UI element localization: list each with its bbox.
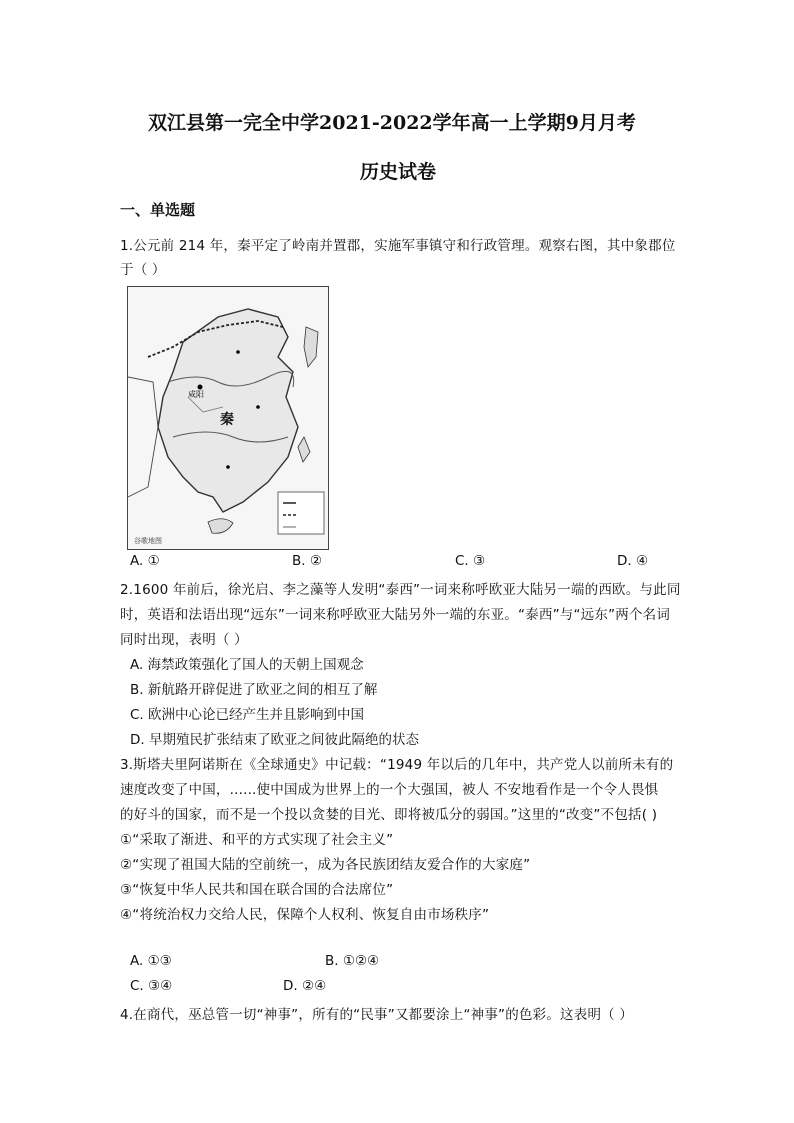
- q3-line-2: 速度改变了中国，......使中国成为世界上的一个大强国，被人 不安地看作是一个令人畏惧: [120, 782, 659, 798]
- q3-option-c[interactable]: C. ③④: [130, 978, 173, 994]
- q2-option-c[interactable]: C. 欧洲中心论已经产生并且影响到中国: [130, 707, 365, 723]
- map-label-xianyang: 咸阳: [188, 390, 204, 399]
- q3-option-a[interactable]: A. ①③: [130, 953, 172, 969]
- q3-item-1: ①“采取了渐进、和平的方式实现了社会主义”: [120, 832, 394, 848]
- map-label-qin: 秦: [220, 412, 234, 428]
- q3-line-1: 3.斯塔夫里阿诺斯在《全球通史》中记载：“1949 年以后的几年中，共产党人以前所未有的: [120, 757, 674, 773]
- q1-option-b[interactable]: B. ②: [292, 553, 322, 569]
- q1-line-1: 1.公元前 214 年，秦平定了岭南并置郡，实施军事镇守和行政管理。观察右图，其中象郡位: [120, 238, 676, 254]
- q3-item-2: ②“实现了祖国大陆的空前统一，成为各民族团结友爱合作的大家庭”: [120, 857, 531, 873]
- q1-line-2: 于（ ）: [120, 262, 166, 278]
- q1-option-c[interactable]: C. ③: [455, 553, 486, 569]
- q1-option-d[interactable]: D. ④: [617, 553, 649, 569]
- q4-line-1: 4.在商代，巫总管一切“神事”，所有的“民事”又都要涂上“神事”的色彩。这表明（ ）: [120, 1007, 634, 1023]
- q3-item-3: ③“恢复中华人民共和国在联合国的合法席位”: [120, 882, 394, 898]
- q3-option-b[interactable]: B. ①②④: [325, 953, 380, 969]
- map-caption: 谷歌地图: [134, 537, 162, 545]
- q2-line-2: 时，英语和法语出现“远东”一词来称呼欧亚大陆另外一端的东亚。“泰西”与“远东”两个名词: [120, 607, 671, 623]
- qin-map-image: [127, 286, 329, 550]
- q3-item-4: ④“将统治权力交给人民，保障个人权利、恢复自由市场秩序”: [120, 907, 490, 923]
- q2-option-b[interactable]: B. 新航路开辟促进了欧亚之间的相互了解: [130, 682, 378, 698]
- page-title: 双江县第一完全中学2021-2022学年高一上学期9月月考: [148, 112, 636, 134]
- q3-option-d[interactable]: D. ②④: [283, 978, 327, 994]
- q2-line-3: 同时出现，表明（ ）: [120, 632, 248, 648]
- q2-line-1: 2.1600 年前后，徐光启、李之藻等人发明“泰西”一词来称呼欧亚大陆另一端的西欧。与此同: [120, 582, 681, 598]
- q2-option-d[interactable]: D. 早期殖民扩张结束了欧亚之间彼此隔绝的状态: [130, 732, 419, 748]
- q2-option-a[interactable]: A. 海禁政策强化了国人的天朝上国观念: [130, 657, 364, 673]
- page-subtitle: 历史试卷: [360, 161, 437, 183]
- q3-line-3: 的好斗的国家，而不是一个投以贪婪的目光、即将被瓜分的弱国。”这里的“改变”不包括( ): [120, 807, 658, 823]
- q1-option-a[interactable]: A. ①: [130, 553, 160, 569]
- section-heading: 一、单选题: [120, 201, 196, 219]
